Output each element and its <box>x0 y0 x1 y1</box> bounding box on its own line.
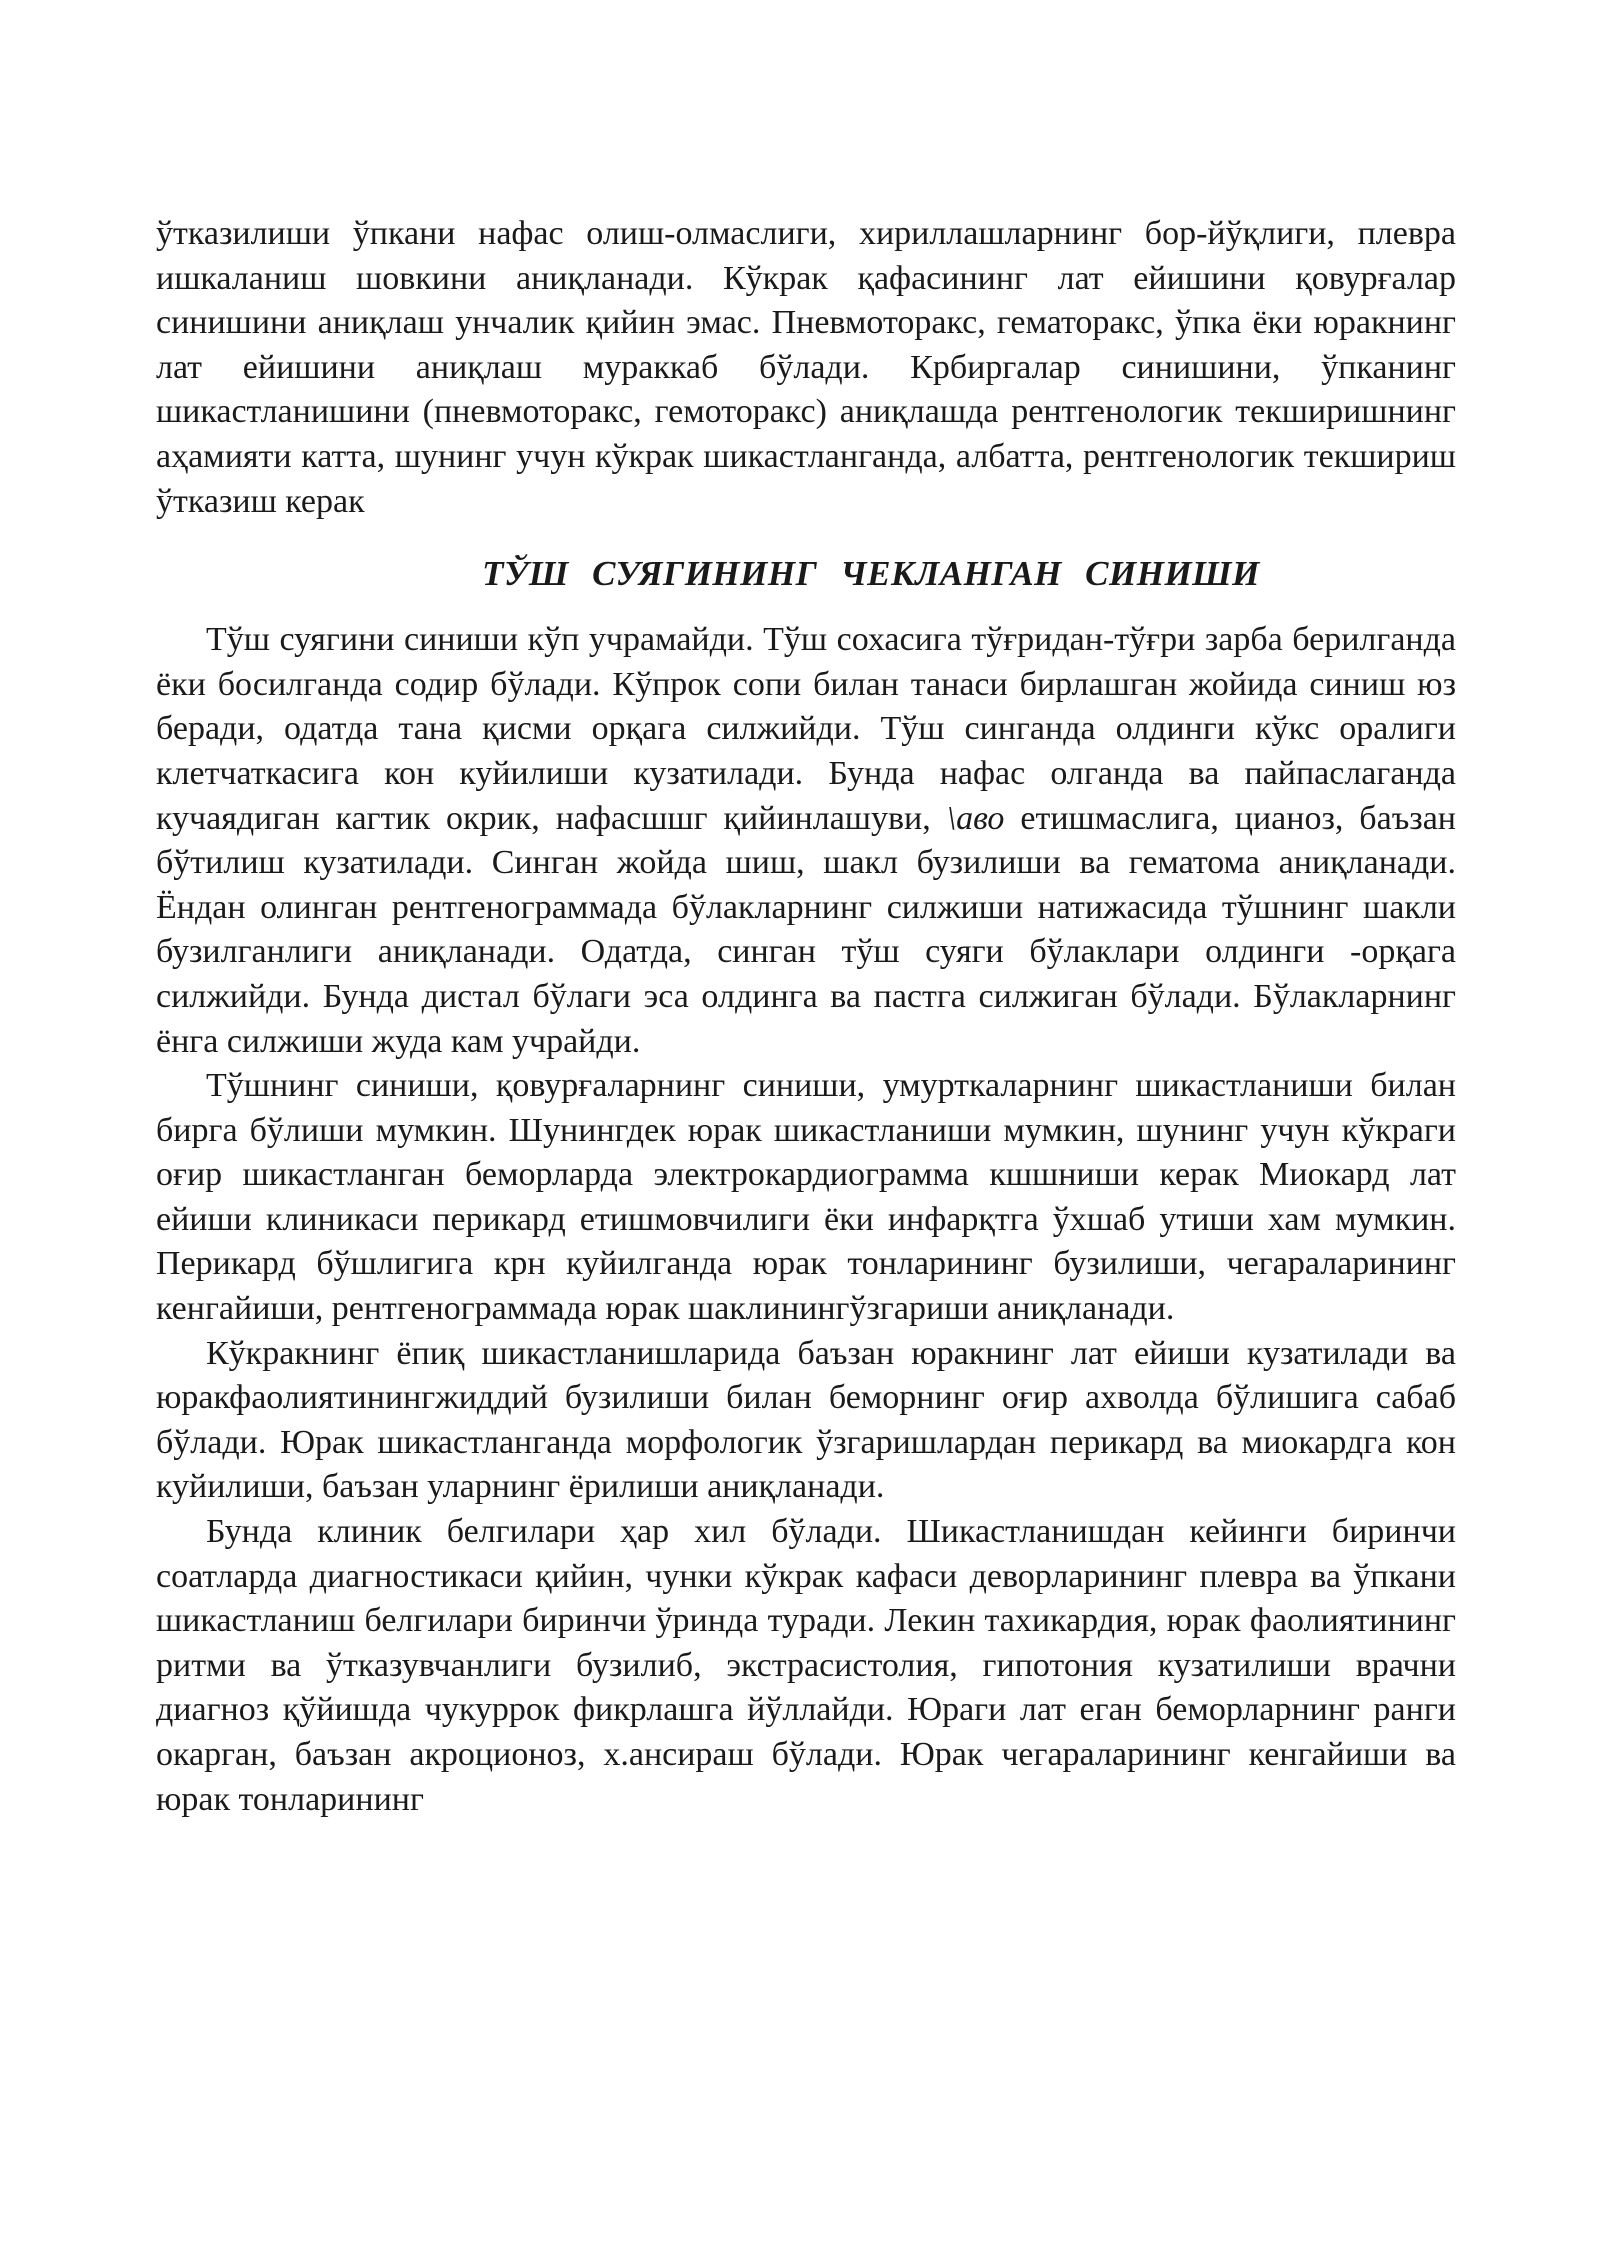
section-heading: ТЎШ СУЯГИНИНГ ЧЕКЛАНГАН СИНИШИ <box>482 554 1260 594</box>
document-page <box>156 212 1456 1822</box>
paragraph-heart-contusion: Кўкракнинг ёпиқ шикастланишларида баъзан юракнинг лат ейиши кузатилади ва юракфаолиятинингжиддий бузилиши билан беморнинг оғир ахволда бўлишига сабаб бўлади. Юрак шикастланганда морфологик ўзгаришлардан перикард ва миокардга кон куйилиши, баъзан уларнинг ёрилиши аниқланади. <box>156 1334 1456 1506</box>
intro-paragraph: ўтказилиши ўпкани нафас олиш-олмаслиги, хириллашларнинг бор-йўқлиги, плевра ишкаланиш шовкини аниқланади. Кўкрак қафасининг лат ейишини қовурғалар синишини аниқлаш унчалик қийин эмас. Пневмоторакс, гематоракс, ўпка ёки юракнинг лат ейишини аниқлаш мураккаб бўлади. Крбиргалар синишини, ўпканинг шикастланишини (пневмоторакс, гемоторакс) аниқлашда рентгенологик текширишнинг аҳамияти катта, шунинг учун кўкрак шикастланганда, албатта, рентгенологик текшириш ўтказиш керак <box>156 215 1456 520</box>
paragraph-sternum-fracture <box>156 618 1456 1064</box>
paragraph-text: етишмаслига, цианоз, баъзан бўтилиш кузатилади. Синган жойда шиш, шакл бузилиши ва гематома аниқланади. Ёндан олинган рентгенограммада бўлакларнинг силжиши натижасида тўшнинг шакли бузилганлиги аниқланади. Одатда, синган тўш суяги бўлаклари олдинги -орқага силжийди. Бунда дистал бўлаги эса олдинга ва пастга силжиган бўлади. Бўлакларнинг ёнга силжиши жуда кам учрайди. <box>156 799 1456 1060</box>
paragraph-combined-injuries: Тўшнинг синиши, қовурғаларнинг синиши, умурткаларнинг шикастланиши билан бирга бўлиши мумкин. Шунингдек юрак шикастланиши мумкин, шунинг учун кўкраги оғир шикастланган беморларда электрокардиограмма кшшниши керак Миокард лат ейиши клиникаси перикард етишмовчилиги ёки инфарқтга ўхшаб утиши хам мумкин. Перикард бўшлигига крн куйилганда юрак тонларининг бузилиши, чегараларининг кенгайиши, рентгенограммада юрак шаклинингўзгариши аниқланади. <box>156 1067 1456 1328</box>
italic-fragment: \аво <box>946 799 1005 837</box>
paragraph-text: Тўш суягини синиши кўп учрамайди. Тўш сохасига тўғридан-тўғри зарба берилганда ёки босилганда содир бўлади. Кўпрок сопи билан танаси бирлашган жойида синиш юз беради, одатда тана қисми орқага силжийди. Тўш синганда олдинги кўкс оралиги клетчаткасига кон куйилиши кузатилади. Бунда нафас олганда ва пайпаслаганда кучаядиган кагтик окрик, нафасшшг қийинлашуви, <box>156 621 1456 837</box>
paragraph-clinical-signs: Бунда клиник белгилари ҳар хил бўлади. Шикастланишдан кейинги биринчи соатларда диагностикаси қийин, чунки кўкрак кафаси деворларининг плевра ва ўпкани шикастланиш белгилари биринчи ўринда туради. Лекин тахикардия, юрак фаолиятининг ритми ва ўтказувчанлиги бузилиб, экстрасистолия, гипотония кузатилиши врачни диагноз қўйишда чукуррок фикрлашга йўллайди. Юраги лат еган беморларнинг ранги окарган, баъзан акроционоз, х.ансираш бўлади. Юрак чегараларининг кенгайиши ва юрак тонларининг <box>156 1513 1456 1818</box>
